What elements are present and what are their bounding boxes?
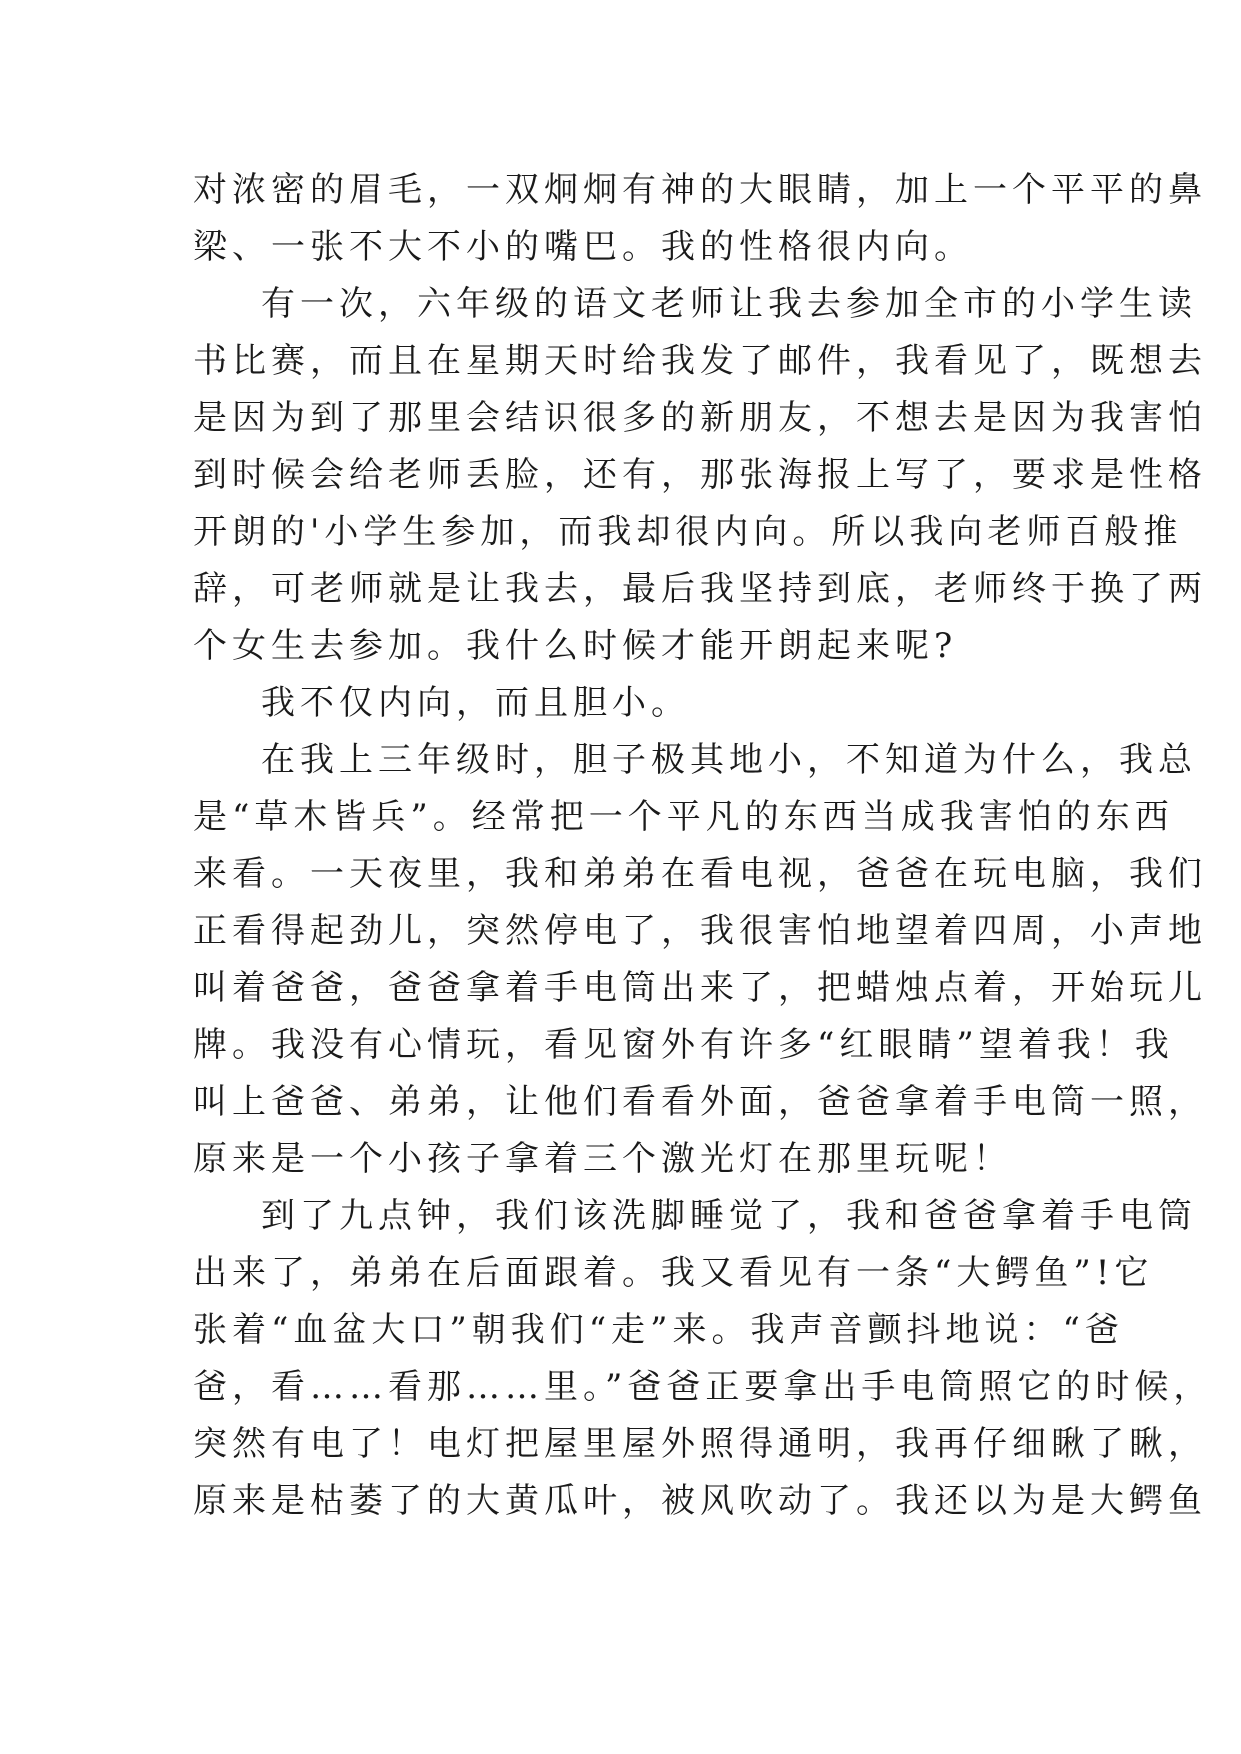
text-line: 原来是一个小孩子拿着三个激光灯在那里玩呢！ (193, 1139, 1012, 1179)
text-line: 正看得起劲儿，突然停电了，我很害怕地望着四周，小声地 (193, 911, 1207, 951)
text-line: 我不仅内向，而且胆小。 (261, 683, 690, 723)
text-line: 爸，看……看那……里。”爸爸正要拿出手电筒照它的时候， (193, 1367, 1213, 1407)
text-line: 梁、一张不大不小的嘴巴。我的性格很内向。 (193, 227, 973, 267)
text-line: 叫着爸爸，爸爸拿着手电筒出来了，把蜡烛点着，开始玩儿 (193, 968, 1207, 1008)
text-line: 来看。一天夜里，我和弟弟在看电视，爸爸在玩电脑，我们 (193, 854, 1207, 894)
text-line: 出来了，弟弟在后面跟着。我又看见有一条“大鳄鱼”!它 (193, 1253, 1154, 1293)
text-line: 有一次，六年级的语文老师让我去参加全市的小学生读 (261, 284, 1197, 324)
body-text (193, 162, 1213, 1530)
text-line: 是因为到了那里会结识很多的新朋友，不想去是因为我害怕 (193, 398, 1207, 438)
text-line: 对浓密的眉毛，一双炯炯有神的大眼睛，加上一个平平的鼻 (193, 170, 1207, 210)
text-line: 到时候会给老师丢脸，还有，那张海报上写了，要求是性格 (193, 455, 1207, 495)
text-line: 是“草木皆兵”。经常把一个平凡的东西当成我害怕的东西 (193, 797, 1174, 837)
text-line: 开朗的'小学生参加，而我却很内向。所以我向老师百般推 (193, 512, 1183, 552)
text-line: 张着“血盆大口”朝我们“走”来。我声音颤抖地说：“爸 (193, 1310, 1124, 1350)
text-line: 辞，可老师就是让我去，最后我坚持到底，老师终于换了两 (193, 569, 1207, 609)
text-line: 突然有电了！电灯把屋里屋外照得通明，我再仔细瞅了瞅， (193, 1424, 1207, 1464)
text-line: 在我上三年级时，胆子极其地小，不知道为什么，我总 (261, 740, 1197, 780)
text-line: 到了九点钟，我们该洗脚睡觉了，我和爸爸拿着手电筒 (261, 1196, 1197, 1236)
text-line: 个女生去参加。我什么时候才能开朗起来呢? (193, 626, 958, 666)
text-line: 叫上爸爸、弟弟，让他们看看外面，爸爸拿着手电筒一照， (193, 1082, 1207, 1122)
text-line: 牌。我没有心情玩，看见窗外有许多“红眼睛”望着我！我 (193, 1025, 1174, 1065)
text-line: 书比赛，而且在星期天时给我发了邮件，我看见了，既想去 (193, 341, 1207, 381)
text-line: 原来是枯萎了的大黄瓜叶，被风吹动了。我还以为是大鳄鱼 (193, 1481, 1207, 1521)
